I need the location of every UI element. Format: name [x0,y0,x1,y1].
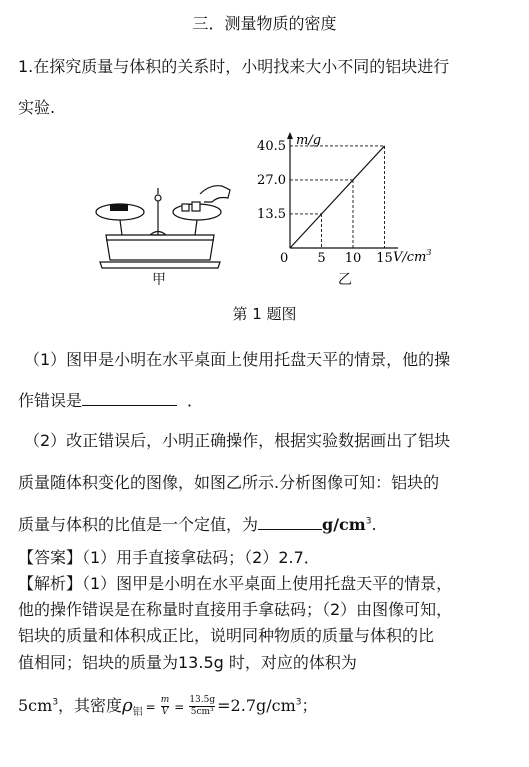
equals-1: = [145,700,156,714]
explanation-end: ； [301,696,318,715]
x-tick-label: 5 [317,251,326,266]
part1-line-2 [18,388,203,411]
fraction-1-denominator: V [161,707,169,717]
unit-superscript: 3 [365,516,372,527]
fraction-2-denominator: 5cm³ [190,707,214,717]
y-tick-label: 13.5 [257,206,286,222]
data-line [290,146,385,248]
explanation-line-5 [18,693,318,718]
fraction-values [189,695,215,718]
explanation-line-4: 值相同；铝块的质量为13.5g 时，对应的体积为 [18,653,357,672]
part2-text: 质量与体积的比值是一个定值，为 [18,515,259,534]
density-result: =2.7g/cm [217,696,296,715]
explanation-line-3: 铝块的质量和体积成正比，说明同种物质的质量与体积的比 [18,626,435,645]
fraction-2-numerator: 13.5g [189,695,216,705]
x-tick-label: 10 [344,251,362,266]
x-tick-label: 0 [280,251,289,266]
explanation-line-1: 【解析】（1）图甲是小明在水平桌面上使用托盘天平的情景， [18,574,453,593]
part1-text: 作错误是 [18,391,83,410]
answer-line: 【答案】（1）用手直接拿砝码；（2）2.7． [18,548,320,567]
equals-2: = [174,700,185,714]
y-tick-label: 40.5 [257,138,286,154]
part1-line-1: （1）图甲是小明在水平桌面上使用托盘天平的情景，他的操 [24,350,451,369]
fraction-1-numerator: m [160,695,170,705]
answer-blank-1[interactable] [82,391,177,406]
fraction-m-v [161,695,170,718]
part1-end: ． [187,391,204,410]
y-axis-arrow [287,132,293,139]
mass-volume-chart [248,128,448,273]
y-tick-label: 27.0 [257,172,286,188]
figure-caption: 第 1 题图 [232,305,297,323]
figure-label-jia: 甲 [152,272,166,288]
part2-line-1: （2）改正错误后，小明正确操作，根据实验数据画出了铝块 [24,431,451,450]
part2-end: . [371,515,377,534]
y-axis-label: m/g [296,133,322,148]
part2-line-3 [18,512,377,535]
x-tick-label: 15 [376,251,393,266]
figure-label-yi: 乙 [338,272,352,288]
volume-value: 5cm [18,696,53,715]
part2-line-2: 质量随体积变化的图像，如图乙所示.分析图像可知：铝块的 [18,473,440,492]
density-text: ，其密度 [58,696,123,715]
section-title: 三．测量物质的密度 [192,14,337,33]
question-line-1: 1.在探究质量与体积的关系时，小明找来大小不同的铝块进行 [18,57,450,76]
x-axis-label: $V/cm^3$ [393,248,432,265]
density-superscript: 3 [295,697,302,708]
rho-subscript: 铝 [132,707,143,719]
volume-superscript: 3 [52,697,59,708]
rho-symbol: ρ [122,695,133,716]
part2-unit: g/cm [322,515,366,534]
question-line-2: 实验. [18,98,56,117]
explanation-line-2: 他的操作错误是在称量时直接用手拿砝码；（2）由图像可知， [18,600,453,619]
answer-blank-2[interactable] [258,515,322,530]
